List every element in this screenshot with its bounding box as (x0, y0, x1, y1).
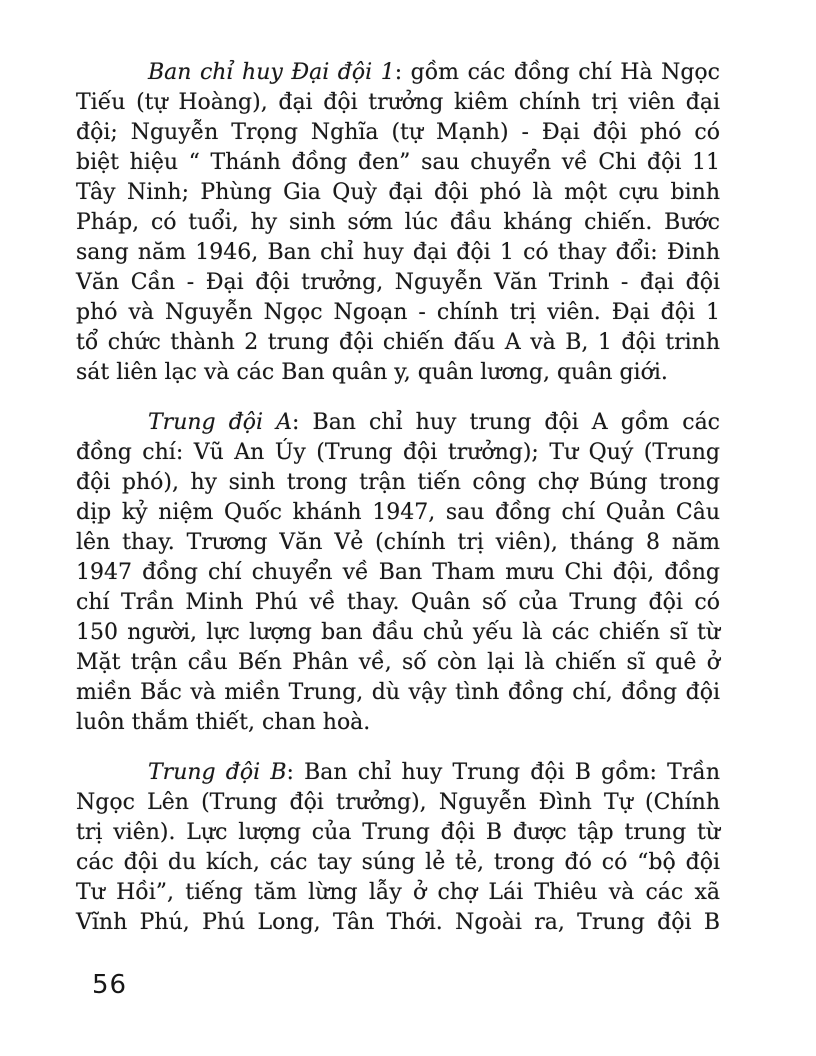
text-line: sang năm 1946, Ban chỉ huy đại đội 1 có thay đổi: Đinh (76, 240, 720, 265)
text-line: Mặt trận cầu Bến Phân về, số còn lại là chiến sĩ quê ở (76, 650, 720, 675)
page-text (76, 58, 720, 938)
text-line: Trung đội B: Ban chỉ huy Trung đội B gồm: Trần (148, 760, 720, 785)
text-line: sát liên lạc và các Ban quân y, quân lương, quân giới. (76, 360, 668, 385)
text-line: Văn Cần - Đại đội trưởng, Nguyễn Văn Trinh - đại đội (76, 270, 720, 295)
text-line: đội phó), hy sinh trong trận tiến công chợ Búng trong (76, 470, 720, 495)
text-line: phó và Nguyễn Ngọc Ngoạn - chính trị viên. Đại đội 1 (76, 300, 720, 325)
paragraph (76, 758, 720, 938)
page-number: 56 (92, 970, 128, 1000)
text-line: dịp kỷ niệm Quốc khánh 1947, sau đồng chí Quản Câu (76, 500, 720, 525)
paragraph (76, 408, 720, 738)
text-line: tổ chức thành 2 trung đội chiến đấu A và B, 1 đội trinh (76, 330, 720, 355)
text-line: chí Trần Minh Phú về thay. Quân số của Trung đội có (76, 590, 720, 615)
text-line: Pháp, có tuổi, hy sinh sớm lúc đầu kháng chiến. Bước (76, 210, 720, 235)
text-line: Trung đội A: Ban chỉ huy trung đội A gồm các (148, 410, 721, 435)
text-line: Ngọc Lên (Trung đội trưởng), Nguyễn Đình Tự (Chính (76, 790, 720, 815)
text-line: miền Bắc và miền Trung, dù vậy tình đồng chí, đồng đội (76, 680, 720, 705)
paragraph-lead: Trung đội A (148, 410, 293, 435)
text-line: đội; Nguyễn Trọng Nghĩa (tự Mạnh) - Đại đội phó có (76, 120, 720, 145)
paragraph (76, 58, 720, 388)
text-line: Tây Ninh; Phùng Gia Quỳ đại đội phó là một cựu binh (76, 180, 720, 205)
text-line: luôn thắm thiết, chan hoà. (76, 710, 371, 735)
text-line: Ban chỉ huy Đại đội 1: gồm các đồng chí Hà Ngọc (148, 60, 720, 85)
text-line: Tiếu (tự Hoàng), đại đội trưởng kiêm chính trị viên đại (76, 90, 720, 115)
text-line: trị viên). Lực lượng của Trung đội B được tập trung từ (76, 820, 720, 845)
text-line: 150 người, lực lượng ban đầu chủ yếu là các chiến sĩ từ (76, 620, 720, 645)
text-line: đồng chí: Vũ An Úy (Trung đội trưởng); Tư Quý (Trung (76, 440, 720, 465)
text-line: các đội du kích, các tay súng lẻ tẻ, trong đó có “bộ đội (76, 850, 720, 875)
text-line: 1947 đồng chí chuyển về Ban Tham mưu Chi đội, đồng (76, 560, 720, 585)
text-line: lên thay. Trương Văn Vẻ (chính trị viên), tháng 8 năm (76, 530, 720, 555)
text-line: Tư Hồi”, tiếng tăm lừng lẫy ở chợ Lái Thiêu và các xã (76, 880, 720, 905)
paragraph-lead: Ban chỉ huy Đại đội 1 (148, 60, 395, 85)
text-line: biệt hiệu “ Thánh đồng đen” sau chuyển về Chi đội 11 (76, 150, 720, 175)
text-line: Vĩnh Phú, Phú Long, Tân Thới. Ngoài ra, Trung đội B (76, 910, 720, 935)
paragraph-lead: Trung đội B (148, 760, 287, 785)
